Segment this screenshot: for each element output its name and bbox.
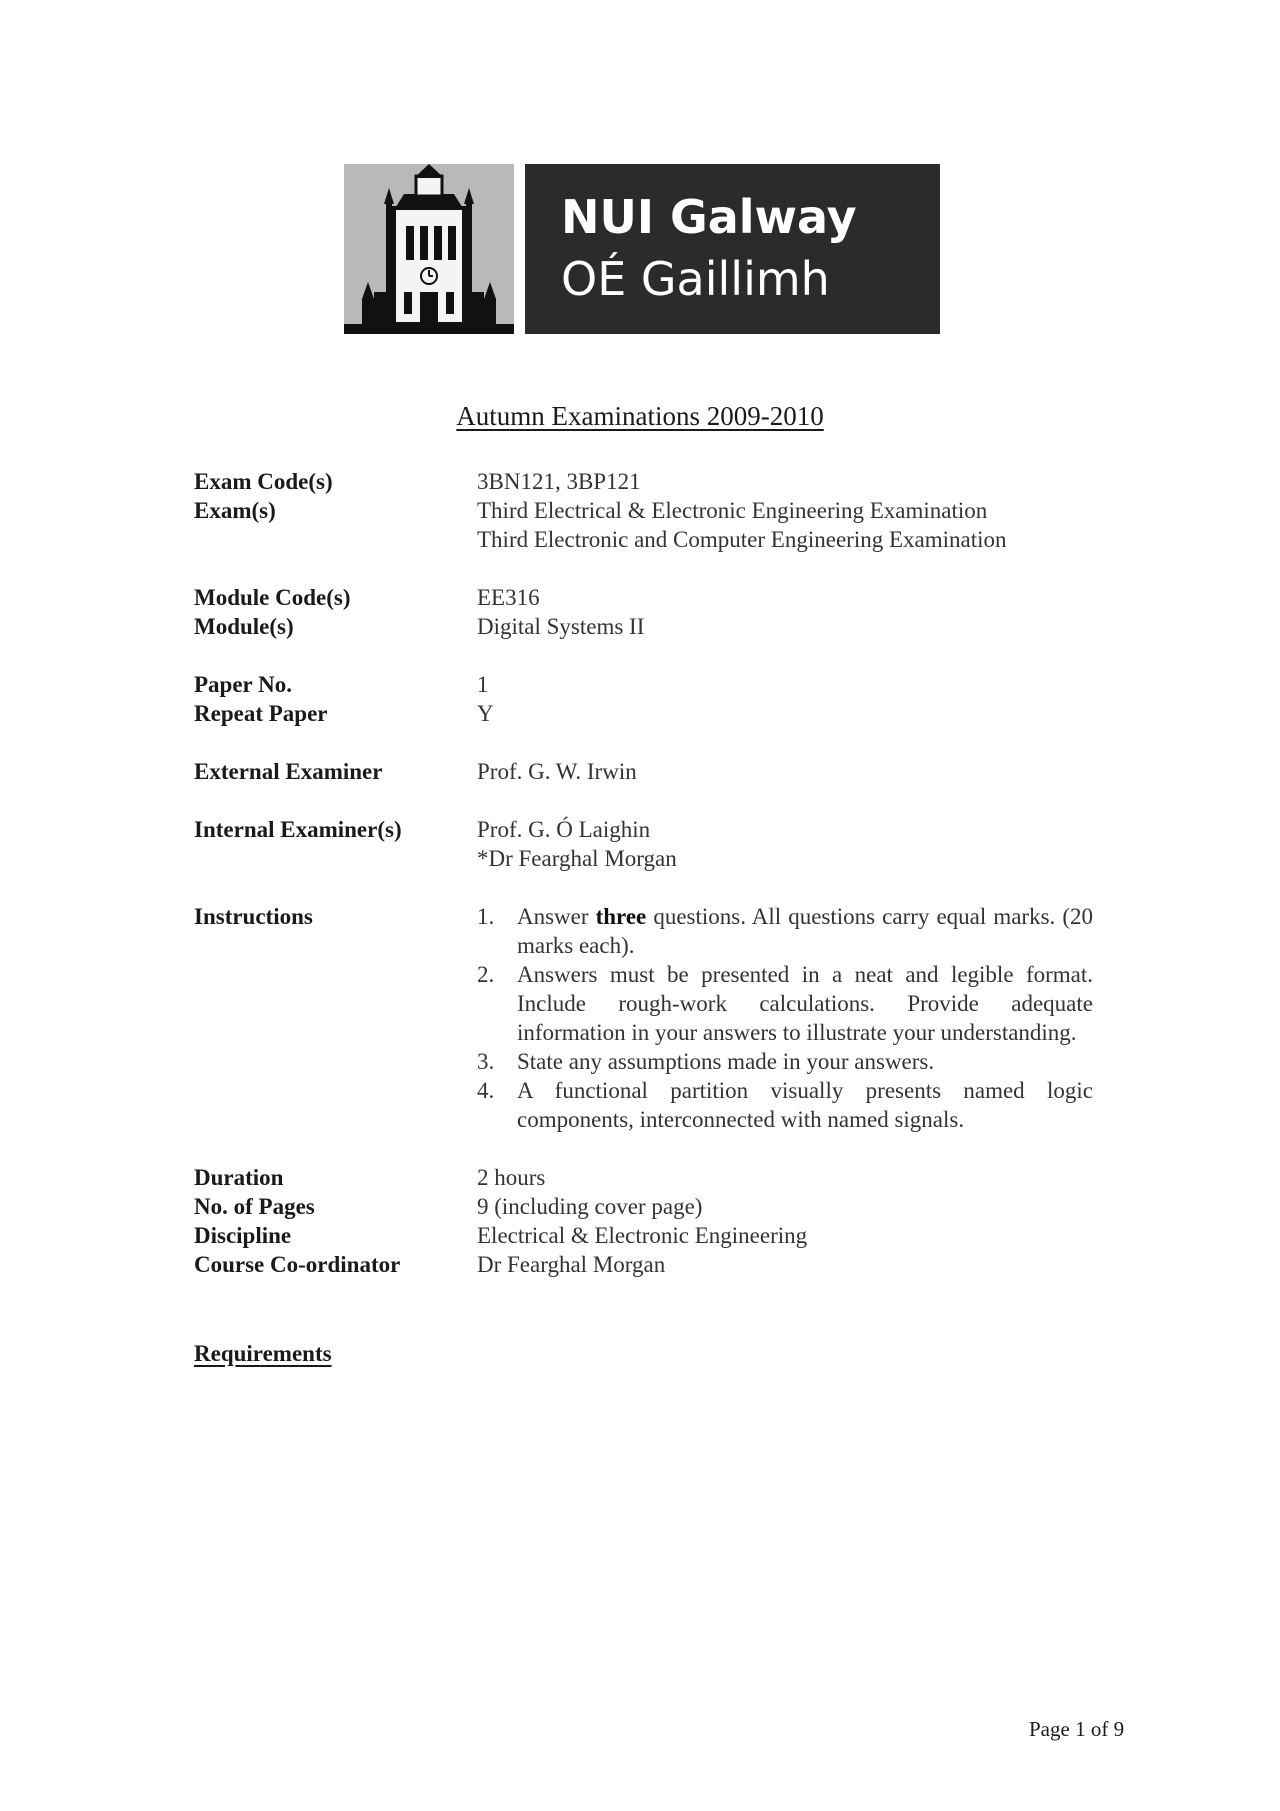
instruction-text-part: Answer (517, 904, 596, 929)
instruction-text: A functional partition visually presents named logic components, interconnected with named signals. (517, 1078, 1093, 1132)
instruction-item (477, 902, 1093, 960)
requirements-heading: Requirements (194, 1341, 332, 1366)
exam-name: Third Electrical & Electronic Engineering Examination (477, 498, 988, 523)
page-number: Page 1 of 9 (1029, 1717, 1125, 1741)
exam-codes-value: 3BN121, 3BP121 (477, 469, 641, 494)
university-logo (344, 164, 940, 334)
no-of-pages-row (194, 1192, 1094, 1221)
logo-line-irish: OÉ Gaillimh (561, 252, 830, 306)
internal-examiners-row (194, 815, 1094, 873)
exam-session-title: Autumn Examinations 2009-2010 (456, 401, 824, 431)
university-tower-icon (344, 164, 514, 334)
external-examiner-label: External Examiner (194, 759, 383, 784)
repeat-paper-value: Y (477, 701, 494, 726)
repeat-paper-label: Repeat Paper (194, 701, 328, 726)
instructions-list (477, 902, 1093, 1134)
instructions-label: Instructions (194, 904, 313, 929)
modules-row (194, 612, 1094, 641)
exam-codes-label: Exam Code(s) (194, 469, 333, 494)
instruction-number: 4. (477, 1078, 495, 1103)
exams-value (477, 496, 1094, 554)
module-codes-value: EE316 (477, 585, 540, 610)
course-coordinator-value: Dr Fearghal Morgan (477, 1252, 666, 1277)
internal-examiner-name: Prof. G. Ó Laighin (477, 817, 651, 842)
instruction-number: 2. (477, 962, 495, 987)
modules-label: Module(s) (194, 614, 294, 639)
instruction-item (477, 960, 1093, 1047)
instruction-number: 3. (477, 1049, 495, 1074)
logo-wordmark (525, 164, 940, 334)
instructions-value (477, 902, 1094, 1134)
course-coordinator-row (194, 1250, 1094, 1279)
logo-line-english: NUI Galway (561, 190, 857, 244)
instruction-number: 1. (477, 904, 495, 929)
instruction-item (477, 1047, 1093, 1076)
paper-no-value: 1 (477, 672, 489, 697)
exam-codes-row (194, 467, 1094, 496)
instruction-text: Answers must be presented in a neat and legible format. Include rough-work calculations. Provide adequate information in your answers to illustrate your understanding. (517, 962, 1093, 1045)
modules-value: Digital Systems II (477, 614, 645, 639)
exam-name: Third Electronic and Computer Engineering Examination (477, 527, 1007, 552)
duration-label: Duration (194, 1165, 284, 1190)
instruction-emphasis: three (595, 904, 647, 929)
course-coordinator-label: Course Co-ordinator (194, 1252, 401, 1277)
paper-no-row (194, 670, 1094, 699)
module-codes-row (194, 583, 1094, 612)
duration-row (194, 1163, 1094, 1192)
internal-examiners-value (477, 815, 1094, 873)
no-of-pages-label: No. of Pages (194, 1194, 315, 1219)
module-codes-label: Module Code(s) (194, 585, 351, 610)
discipline-label: Discipline (194, 1223, 292, 1248)
exams-label: Exam(s) (194, 498, 276, 523)
external-examiner-row (194, 757, 1094, 786)
exam-info-table (194, 467, 1094, 1279)
instructions-row (194, 902, 1094, 1134)
instruction-text-part: questions. All questions carry equal marks. (20 marks each). (517, 904, 1094, 958)
instruction-item (477, 1076, 1093, 1134)
repeat-paper-row (194, 699, 1094, 728)
discipline-value: Electrical & Electronic Engineering (477, 1223, 808, 1248)
discipline-row (194, 1221, 1094, 1250)
internal-examiners-label: Internal Examiner(s) (194, 817, 402, 842)
instruction-text (517, 902, 1093, 960)
instruction-text: State any assumptions made in your answers. (517, 1049, 935, 1074)
duration-value: 2 hours (477, 1165, 546, 1190)
no-of-pages-value: 9 (including cover page) (477, 1194, 703, 1219)
exams-row (194, 496, 1094, 554)
internal-examiner-name: *Dr Fearghal Morgan (477, 846, 677, 871)
external-examiner-value: Prof. G. W. Irwin (477, 759, 637, 784)
paper-no-label: Paper No. (194, 672, 292, 697)
